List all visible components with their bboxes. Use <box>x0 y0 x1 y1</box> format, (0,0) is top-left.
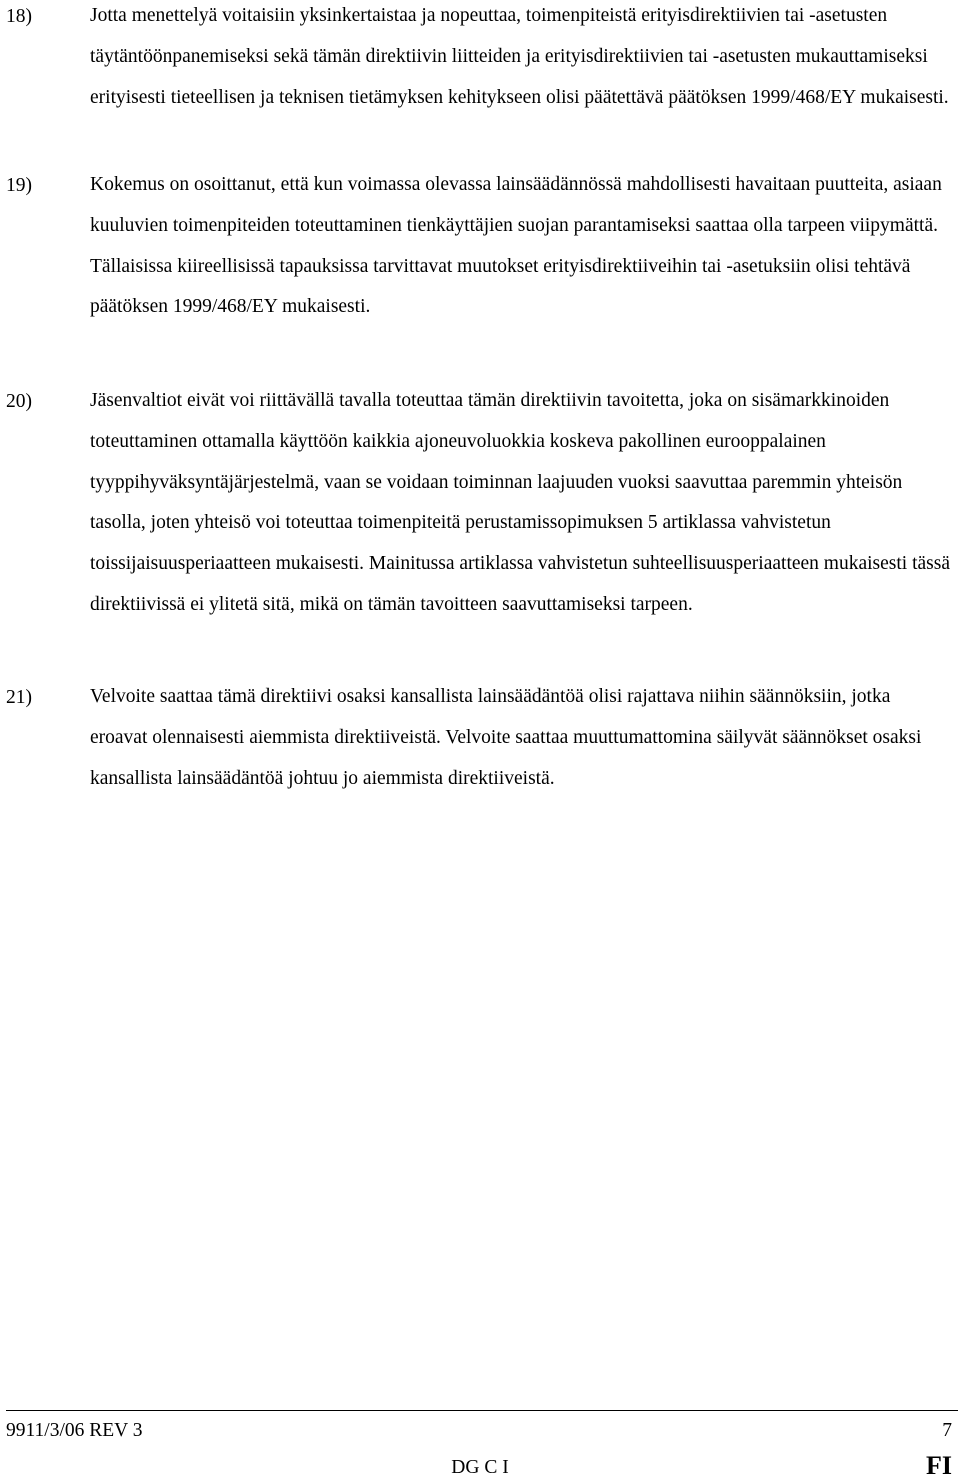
footer-divider <box>6 1410 958 1411</box>
recital-text: Jäsenvaltiot eivät voi riittävällä tavalla toteuttaa tämän direktiivin tavoitetta, joka on sisämarkkinoiden toteuttaminen ottamalla käyttöön kaikkia ajoneuvoluokkia koskeva pakollinen eurooppalainen tyyppihyväksyntäjärjestelmä, vaan se voidaan toiminnan laajuuden vuoksi saavuttaa paremmin yhteisön tasolla, joten yhteisö voi toteuttaa toimenpiteitä perustamissopimuksen 5 artiklassa vahvistetun toissijaisuusperiaatteen mukaisesti. Mainitussa artiklassa vahvistetun suhteellisuusperiaatteen mukaisesti tässä direktiivissä ei ylitetä sitä, mikä on tämän tavoitteen saavuttamiseksi tarpeen. <box>90 390 950 615</box>
recital-18 <box>0 0 950 118</box>
language-code: FI <box>926 1451 952 1480</box>
recital-number: 21) <box>6 687 32 708</box>
recital-text: Kokemus on osoittanut, että kun voimassa olevassa lainsäädännössä mahdollisesti havaitaan puutteita, asiaan kuuluvien toimenpiteiden toteuttaminen tienkäyttäjien suojan parantamiseksi saattaa olla tarpeen viipymättä. Tällaisissa kiireellisissä tapauksissa tarvittavat muutokset erityisdirektiiveihin tai -asetuksiin olisi tehtävä päätöksen 1999/468/EY mukaisesti. <box>90 174 942 318</box>
recital-21 <box>0 677 950 799</box>
directorate-label: DG C I <box>451 1457 509 1478</box>
recital-text: Jotta menettelyä voitaisiin yksinkertaistaa ja nopeuttaa, toimenpiteistä erityisdirektiivien tai -asetusten täytäntöönpanemiseksi sekä tämän direktiivin liitteiden ja erityisdirektiivien tai -asetusten mukauttamiseksi erityisesti tieteellisen ja teknisen tietämyksen kehitykseen olisi päätettävä päätöksen 1999/468/EY mukaisesti. <box>90 5 949 108</box>
recital-19 <box>0 165 950 328</box>
recital-text: Velvoite saattaa tämä direktiivi osaksi kansallista lainsäädäntöä olisi rajattava niihin säännöksiin, jotka eroavat olennaisesti aiemmista direktiiveistä. Velvoite saattaa muuttumattomina säilyvät säännökset osaksi kansallista lainsäädäntöä johtuu jo aiemmista direktiiveistä. <box>90 686 922 789</box>
document-reference: 9911/3/06 REV 3 <box>6 1420 143 1441</box>
page-number: 7 <box>942 1420 952 1441</box>
recital-number: 18) <box>6 6 32 27</box>
recital-number: 20) <box>6 391 32 412</box>
recital-20 <box>0 381 950 626</box>
recital-number: 19) <box>6 175 32 196</box>
